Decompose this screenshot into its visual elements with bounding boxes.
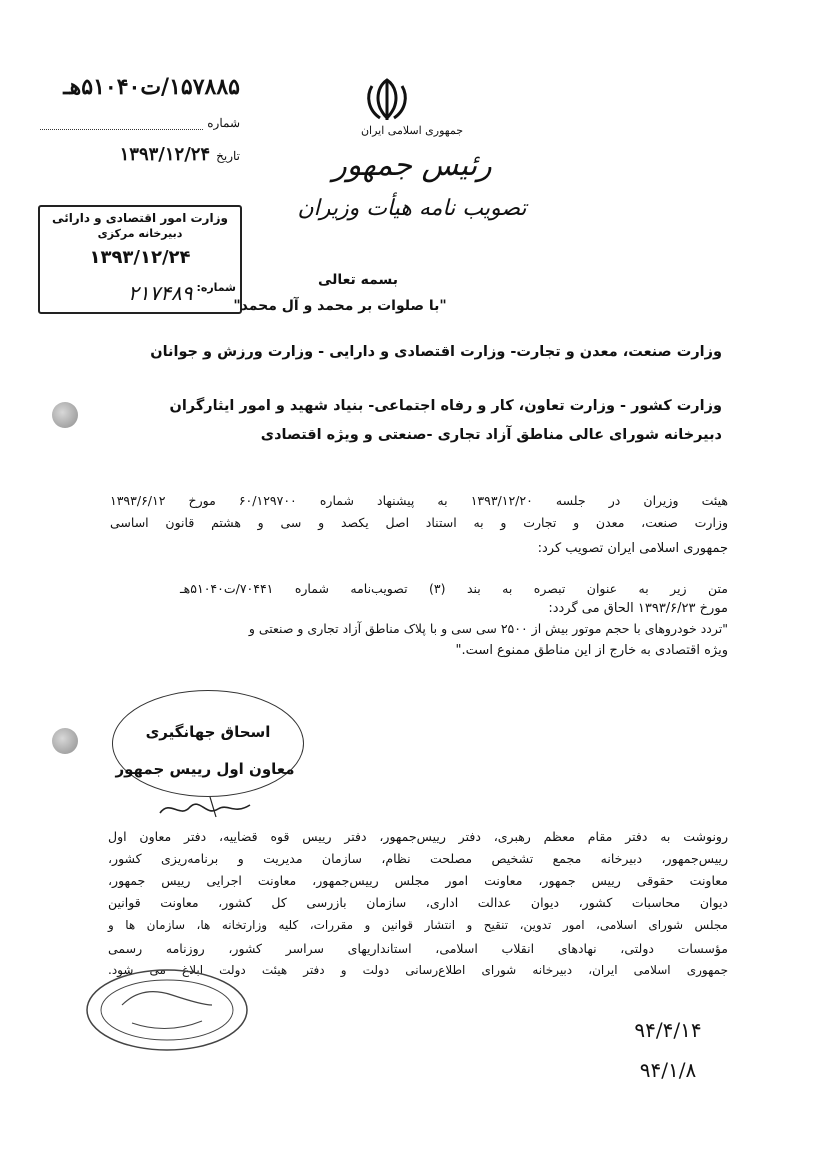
number-line bbox=[40, 116, 240, 130]
stamp-number-label: شماره: bbox=[196, 281, 236, 294]
handwritten-note-1: ۹۴/۴/۱۴ bbox=[634, 1018, 702, 1042]
stamp-date: ۱۳۹۳/۱۲/۲۴ bbox=[89, 247, 191, 268]
body-line-1: هیئت وزیران در جلسه ۱۳۹۳/۱۲/۲۰ به پیشنهاد شماره ۶۰/۱۲۹۷۰۰ مورخ ۱۳۹۳/۶/۱۲ bbox=[110, 493, 728, 508]
body-line-2: وزارت صنعت، معدن و تجارت و به استناد اصل یکصد و سی و هشتم قانون اساسی bbox=[110, 515, 728, 530]
cc-line-1: رونوشت به دفتر مقام معظم رهبری، دفتر رییس‌جمهور، دفتر رییس قوه قضاییه، دفتر معاون اول bbox=[108, 829, 728, 844]
cc-line-2: رییس‌جمهور، دبیرخانه مجمع تشخیص مصلحت نظام، سازمان مدیریت و برنامه‌ریزی کشور، bbox=[108, 851, 728, 866]
signatory-title: معاون اول رییس جمهور bbox=[115, 760, 295, 778]
handwritten-signature-icon bbox=[150, 793, 270, 823]
recipient-line-2: وزارت کشور - وزارت تعاون، کار و رفاه اجتماعی- بنیاد شهید و امور ایثارگران bbox=[169, 398, 722, 414]
punch-hole-top bbox=[52, 402, 78, 428]
cc-line-4: دیوان محاسبات کشور، دیوان عدالت اداری، سازمان بازرسی کل کشور، معاونت قوانین bbox=[108, 895, 728, 910]
date-line bbox=[40, 144, 240, 165]
number-label: شماره bbox=[207, 116, 240, 130]
body-line-7: ویژه اقتصادی به خارج از این مناطق ممنوع است." bbox=[455, 643, 728, 658]
cc-line-3: معاونت حقوقی رییس جمهور، معاونت امور مجلس رییس‌جمهور، معاونت اجرایی رییس جمهور، bbox=[108, 873, 728, 888]
letterhead-country: جمهوری اسلامی ایران bbox=[360, 124, 464, 137]
body-line-5: مورخ ۱۳۹۳/۶/۲۳ الحاق می گردد: bbox=[548, 601, 728, 616]
letter-number: ۱۵۷۸۸۵/ت۵۱۰۴۰هـ bbox=[63, 74, 240, 100]
received-stamp bbox=[38, 205, 242, 314]
letterhead-subtitle: تصویب نامه هیأت وزیران bbox=[297, 196, 527, 221]
punch-hole-bottom bbox=[52, 728, 78, 754]
iran-emblem-icon bbox=[362, 76, 412, 124]
cc-line-6: مؤسسات دولتی، نهادهای انقلاب اسلامی، استانداریهای سراسر کشور، روزنامه رسمی bbox=[108, 941, 728, 956]
cc-line-5: مجلس شورای اسلامی، امور تدوین، تنقیح و انتشار قوانین و مقررات، کلیه وزارتخانه ها، سازمان ها و bbox=[108, 918, 728, 932]
body-line-6: "تردد خودروهای با حجم موتور بیش از ۲۵۰۰ سی سی و با پلاک مناطق آزاد تجاری و صنعتی و bbox=[248, 621, 728, 636]
recipient-line-1: وزارت صنعت، معدن و تجارت- وزارت اقتصادی و دارایی - وزارت ورزش و جوانان bbox=[150, 344, 722, 360]
body-line-3: جمهوری اسلامی ایران تصویب کرد: bbox=[537, 541, 728, 556]
stamp-number-line bbox=[40, 281, 240, 305]
recipient-line-3: دبیرخانه شورای عالی مناطق آزاد تجاری -صنعتی و ویژه اقتصادی bbox=[260, 427, 722, 443]
signatory-name: اسحاق جهانگیری bbox=[145, 723, 271, 741]
cc-line-7: جمهوری اسلامی ایران، دبیرخانه شورای اطلاع‌رسانی دولت و دفتر هیئت دولت ابلاغ می شود. bbox=[108, 963, 728, 977]
stamp-office: دبیرخانه مرکزی bbox=[97, 227, 183, 240]
signature-oval bbox=[112, 690, 304, 797]
bismillah: بسمه تعالی bbox=[317, 272, 399, 288]
secretariat-round-stamp-icon bbox=[82, 965, 252, 1055]
letter-date: ۱۳۹۳/۱۲/۲۴ bbox=[119, 144, 211, 165]
stamp-number: ۲۱۷۴۸۹ bbox=[127, 281, 193, 305]
handwritten-note-2: ۹۴/۱/۸ bbox=[639, 1058, 697, 1082]
body-line-4: متن زیر به عنوان تبصره به بند (۳) تصویب‌نامه شماره ۷۰۴۴۱/ت۵۱۰۴۰هـ bbox=[180, 581, 728, 596]
number-dots bbox=[40, 116, 203, 130]
stamp-ministry: وزارت امور اقتصادی و دارائی bbox=[52, 211, 228, 225]
date-label: تاریخ bbox=[216, 149, 240, 163]
salawat: "با صلوات بر محمد و آل محمد" bbox=[233, 298, 447, 314]
letterhead-office: رئیس جمهور bbox=[332, 148, 492, 183]
